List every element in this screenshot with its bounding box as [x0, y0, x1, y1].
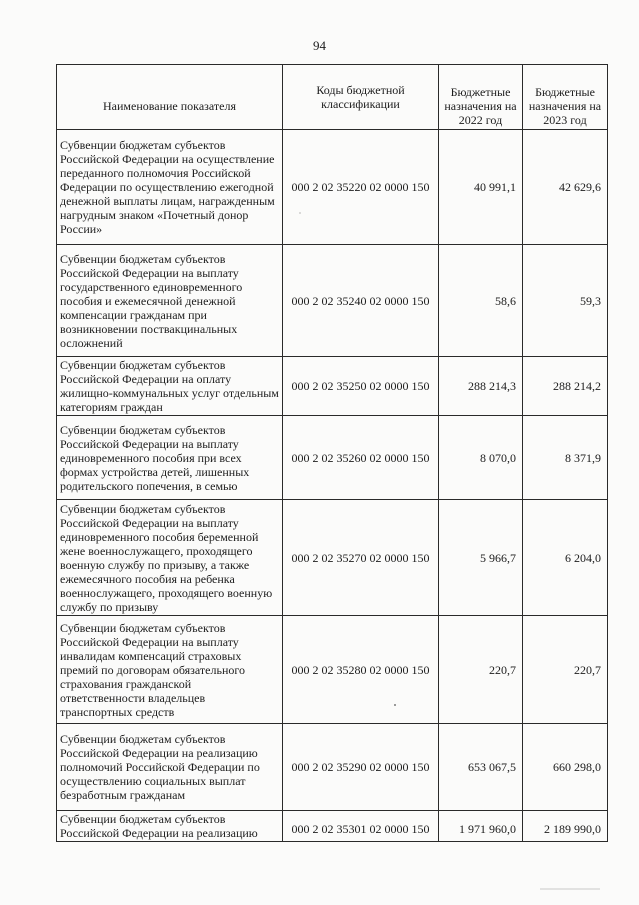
indicator-name-cell: Субвенции бюджетам субъектов Российской Федерации на выплату государственного единовременного пособия и ежемесячной денежной компенсации гражданам при возникновении поствакцинальных осложнений — [57, 245, 283, 357]
value-2022-cell: 653 067,5 — [439, 724, 523, 811]
table-header-row — [57, 65, 608, 130]
value-2023-cell: 6 204,0 — [523, 500, 608, 616]
value-2022-cell: 8 070,0 — [439, 416, 523, 500]
budget-code-cell: 000 2 02 35240 02 0000 150 — [283, 245, 439, 357]
budget-code-cell: 000 2 02 35290 02 0000 150 — [283, 724, 439, 811]
table-row — [57, 130, 608, 245]
value-2023-cell: 8 371,9 — [523, 416, 608, 500]
indicator-name-cell: Субвенции бюджетам субъектов Российской Федерации на осуществление переданного полномочия Российской Федерации по осуществлению ежегодной денежной выплаты лицам, награжденным нагрудным знаком «Почетный донор России» — [57, 130, 283, 245]
value-2022-cell: 40 991,1 — [439, 130, 523, 245]
indicator-name-cell: Субвенции бюджетам субъектов Российской Федерации на выплату инвалидам компенсаций страховых премий по договорам обязательного страхования гражданской ответственности владельцев транспортных средств — [57, 616, 283, 724]
value-2023-cell: 42 629,6 — [523, 130, 608, 245]
budget-code-cell: 000 2 02 35220 02 0000 150 — [283, 130, 439, 245]
value-2023-cell: 220,7 — [523, 616, 608, 724]
header-budget-2023: Бюджетные назначения на 2023 год — [523, 65, 608, 130]
header-indicator-name: Наименование показателя — [57, 65, 283, 130]
budget-table — [56, 64, 608, 842]
budget-code-cell: 000 2 02 35280 02 0000 150 — [283, 616, 439, 724]
value-2023-cell: 59,3 — [523, 245, 608, 357]
value-2023-cell: 660 298,0 — [523, 724, 608, 811]
budget-code-cell: 000 2 02 35301 02 0000 150 — [283, 811, 439, 842]
table-row — [57, 357, 608, 416]
table-row — [57, 245, 608, 357]
table-row — [57, 616, 608, 724]
header-budget-2022: Бюджетные назначения на 2022 год — [439, 65, 523, 130]
value-2022-cell: 220,7 — [439, 616, 523, 724]
budget-code-cell: 000 2 02 35270 02 0000 150 — [283, 500, 439, 616]
indicator-name-cell: Субвенции бюджетам субъектов Российской Федерации на выплату единовременного пособия беременной жене военнослужащего, проходящего военную службу по призыву, а также ежемесячного пособия на ребенка военнослужащего, проходящего военную службу по призыву — [57, 500, 283, 616]
value-2022-cell: 5 966,7 — [439, 500, 523, 616]
indicator-name-cell: Субвенции бюджетам субъектов Российской Федерации на выплату единовременного пособия при всех формах устройства детей, лишенных родительского попечения, в семью — [57, 416, 283, 500]
table-row — [57, 724, 608, 811]
value-2022-cell: 1 971 960,0 — [439, 811, 523, 842]
header-budget-codes: Коды бюджетной классификации — [283, 65, 439, 130]
value-2023-cell: 288 214,2 — [523, 357, 608, 416]
budget-code-cell: 000 2 02 35250 02 0000 150 — [283, 357, 439, 416]
budget-code-cell: 000 2 02 35260 02 0000 150 — [283, 416, 439, 500]
indicator-name-cell: Субвенции бюджетам субъектов Российской Федерации на оплату жилищно-коммунальных услуг отдельным категориям граждан — [57, 357, 283, 416]
table-row — [57, 500, 608, 616]
value-2023-cell: 2 189 990,0 — [523, 811, 608, 842]
table-row — [57, 416, 608, 500]
table-row — [57, 811, 608, 842]
indicator-name-cell: Субвенции бюджетам субъектов Российской Федерации на реализацию — [57, 811, 283, 842]
page-number: 94 — [313, 38, 326, 53]
value-2022-cell: 288 214,3 — [439, 357, 523, 416]
indicator-name-cell: Субвенции бюджетам субъектов Российской Федерации на реализацию полномочий Российской Федерации по осуществлению социальных выплат безработным гражданам — [57, 724, 283, 811]
value-2022-cell: 58,6 — [439, 245, 523, 357]
